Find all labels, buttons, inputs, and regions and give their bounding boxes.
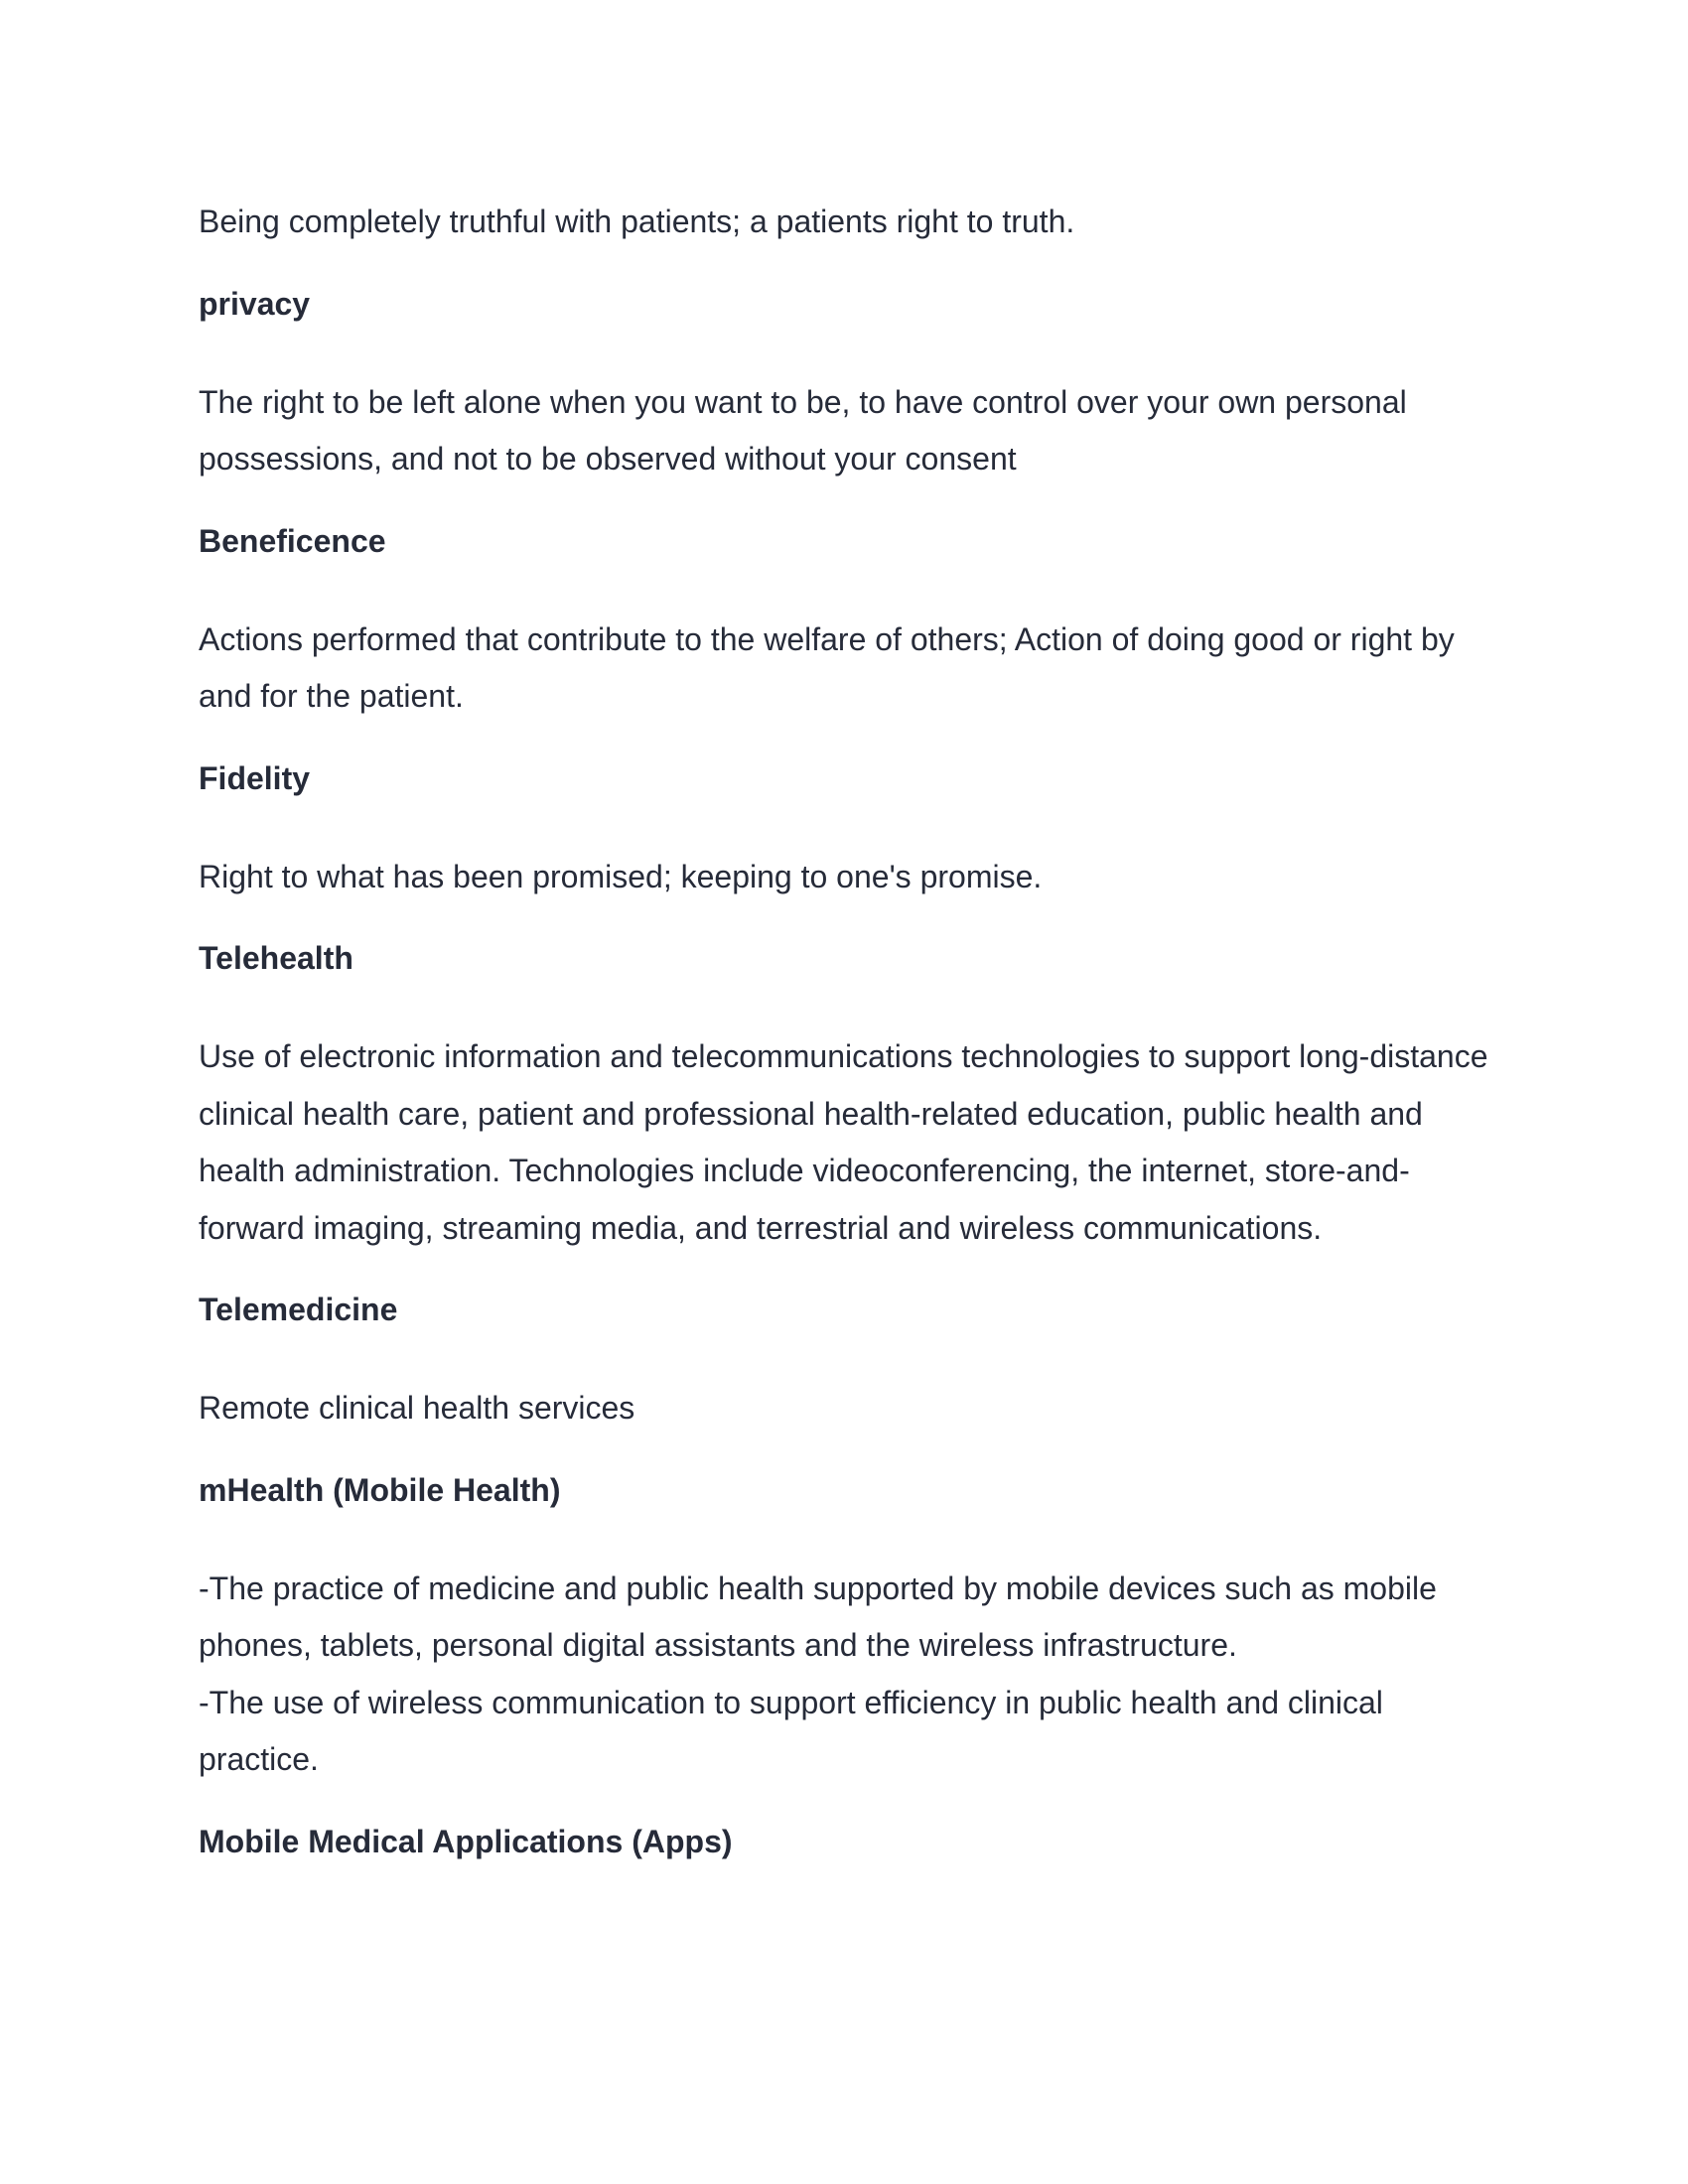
definition-mhealth: -The practice of medicine and public health supported by mobile devices such as mobile phones, tablets, personal digital assistants and the wireless infrastructure. -The use of wireless communication to support efficiency in public health and clinical practice. <box>199 1570 1437 1777</box>
definition-telemedicine: Remote clinical health services <box>199 1390 635 1426</box>
term-mhealth: mHealth (Mobile Health) <box>199 1471 561 1508</box>
term-privacy: privacy <box>199 285 311 322</box>
term-beneficence: Beneficence <box>199 522 386 559</box>
term-mobile-medical-apps: Mobile Medical Applications (Apps) <box>199 1823 733 1859</box>
definition-veracity: Being completely truthful with patients; a patients right to truth. <box>199 204 1075 239</box>
definition-telehealth: Use of electronic information and telecommunications technologies to support long-distance clinical health care, patient and professional health-related education, public health and health administration. Technologies include videoconferencing, the internet, store-and-forward imaging, streaming media, and terrestrial and wireless communications. <box>199 1038 1488 1246</box>
definition-beneficence: Actions performed that contribute to the welfare of others; Action of doing good or right by and for the patient. <box>199 620 1455 714</box>
flashcard-list <box>199 194 1509 1912</box>
term-telemedicine: Telemedicine <box>199 1292 398 1327</box>
term-fidelity: Fidelity <box>199 759 311 796</box>
term-telehealth: Telehealth <box>199 940 353 976</box>
definition-privacy: The right to be left alone when you want to be, to have control over your own personal possessions, and not to be observed without your consent <box>199 383 1407 477</box>
definition-fidelity: Right to what has been promised; keeping to one's promise. <box>199 858 1043 894</box>
